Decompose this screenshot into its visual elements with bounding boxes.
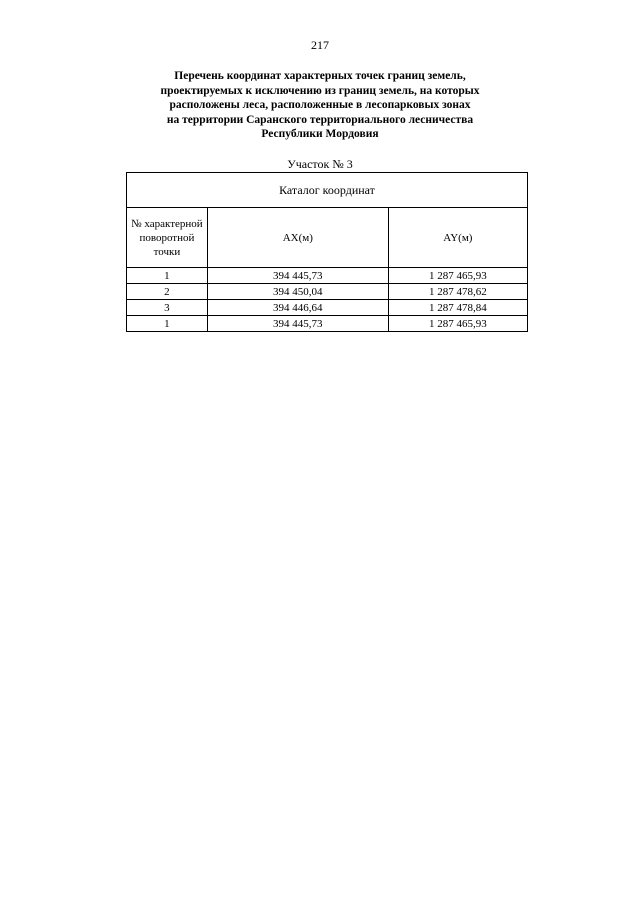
plot-label: Участок № 3 [287,157,353,171]
title-line: расположены леса, расположенные в лесопарковых зонах [169,99,471,111]
table-caption: Каталог координат [127,173,528,208]
page-number: 217 [311,38,329,52]
table-row [127,316,528,332]
cell-y-coordinate: 1 287 478,62 [388,284,527,300]
cell-point-number: 1 [127,316,208,332]
table-header-row [127,208,528,268]
cell-x-coordinate: 394 445,73 [207,268,388,284]
title-line: на территории Саранского территориального лесничества [166,113,474,126]
cell-point-number: 3 [127,300,208,316]
title-line: Республики Мордовия [261,128,379,140]
header-point-number: № характерной поворотной точки [127,208,208,268]
table-row [127,300,528,316]
title-line: проектируемых к исключению из границ земель, на которых [160,84,480,97]
document-title [110,69,530,142]
cell-y-coordinate: 1 287 465,93 [388,316,527,332]
cell-x-coordinate: 394 445,73 [207,316,388,332]
header-x-coordinate: AX(м) [207,208,388,268]
title-line: Перечень координат характерных точек границ земель, [174,70,466,82]
cell-point-number: 2 [127,284,208,300]
table-row [127,268,528,284]
header-y-coordinate: AY(м) [388,208,527,268]
table-row [127,284,528,300]
cell-x-coordinate: 394 446,64 [207,300,388,316]
cell-y-coordinate: 1 287 478,84 [388,300,527,316]
table-caption-row [127,173,528,208]
cell-y-coordinate: 1 287 465,93 [388,268,527,284]
cell-point-number: 1 [127,268,208,284]
coordinate-catalog-table [126,172,528,332]
cell-x-coordinate: 394 450,04 [207,284,388,300]
